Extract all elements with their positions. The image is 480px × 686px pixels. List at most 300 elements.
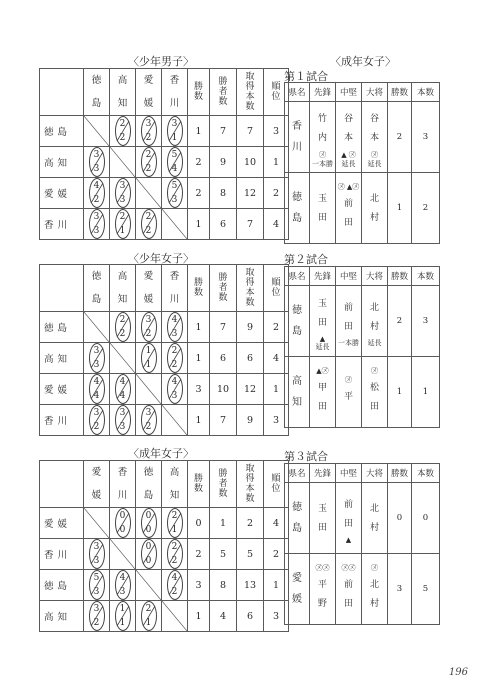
score-fraction [90, 343, 104, 373]
score-top: 3 [93, 542, 100, 552]
score-bottom: 0 [145, 525, 152, 535]
score-top: 2 [119, 315, 126, 325]
match-note: 延長 [341, 159, 356, 168]
match-note: 延長 [315, 342, 330, 351]
row-team-name: 愛媛 [40, 374, 84, 405]
table-row [40, 116, 289, 147]
score-cell [136, 508, 162, 539]
stat-header: 取 得 本 数 [237, 461, 264, 508]
diagonal-line [84, 116, 109, 146]
prefecture-char: 媛 [292, 594, 302, 605]
result-marks: ▲㋱ [316, 366, 329, 375]
score-top: 4 [171, 377, 178, 387]
score-bottom: 2 [171, 556, 178, 566]
player-name [362, 578, 387, 611]
score-top: 0 [145, 542, 152, 552]
round-robin-table [39, 264, 289, 436]
self-cell [110, 343, 136, 374]
stat-header: 勝 数 [188, 265, 210, 312]
win-count: 1 [388, 357, 412, 428]
match-header: 大将 [362, 83, 388, 102]
team-header: 高 知 [110, 265, 136, 312]
player-cell [362, 357, 388, 428]
table-row [40, 405, 289, 436]
match-header: 大将 [362, 464, 388, 483]
score-bottom: 2 [145, 133, 152, 143]
score-fraction [168, 539, 182, 569]
diagonal-line [110, 147, 135, 177]
player-cell [362, 554, 388, 625]
score-cell [136, 601, 162, 632]
score-bottom: 2 [171, 360, 178, 370]
stat-cell: 7 [237, 116, 264, 147]
point-count: 2 [412, 173, 440, 244]
stat-cell: 2 [264, 312, 289, 343]
stat-cell: 3 [188, 570, 210, 601]
stat-cell: 2 [264, 178, 289, 209]
stat-cell: 3 [264, 601, 289, 632]
player-cell [310, 357, 336, 428]
stat-header: 取 得 本 数 [237, 265, 264, 312]
diagonal-line [136, 374, 161, 404]
result-marks: ▲ [345, 535, 352, 544]
prefecture-char: 島 [292, 213, 302, 224]
player-cell [336, 286, 362, 357]
score-cell [110, 570, 136, 601]
score-cell [110, 116, 136, 147]
score-cell [162, 312, 188, 343]
score-cell [136, 116, 162, 147]
score-bottom: 2 [145, 329, 152, 339]
score-bottom: 1 [145, 360, 152, 370]
score-bottom: 2 [145, 164, 152, 174]
score-cell [136, 147, 162, 178]
score-cell [136, 312, 162, 343]
match-header: 中堅 [336, 83, 362, 102]
player-name-char: 本 [369, 132, 379, 143]
match-table [284, 463, 440, 625]
stat-cell: 7 [210, 405, 237, 436]
match-header: 勝数 [388, 83, 412, 102]
adult-women-matches-title: 〈成年女子〉 [330, 55, 396, 68]
score-top: 2 [119, 212, 126, 222]
score-cell [84, 570, 110, 601]
player-name-char: 田 [343, 598, 353, 609]
score-fraction [168, 343, 182, 373]
stat-cell: 4 [264, 343, 289, 374]
score-fraction [168, 374, 182, 404]
self-cell [136, 570, 162, 601]
self-cell [84, 508, 110, 539]
team-header: 愛 媛 [136, 265, 162, 312]
stat-cell: 7 [237, 209, 264, 240]
player-name-char: 田 [343, 321, 353, 332]
score-cell [136, 209, 162, 240]
stat-header: 順 位 [264, 69, 289, 116]
score-fraction [168, 116, 182, 146]
stat-cell: 9 [210, 147, 237, 178]
player-name-char: 北 [369, 193, 379, 204]
player-cell [310, 286, 336, 357]
result-marks: ㋱ [371, 150, 378, 159]
stat-cell: 1 [210, 508, 237, 539]
score-cell [162, 570, 188, 601]
table-row [40, 147, 289, 178]
diagonal-line [162, 601, 187, 631]
prefecture-char: 徳 [292, 502, 302, 513]
team-header: 徳 島 [84, 69, 110, 116]
prefecture-char: 島 [292, 523, 302, 534]
stat-cell: 3 [264, 116, 289, 147]
score-fraction [90, 178, 104, 208]
stat-header: 勝 者 数 [210, 69, 237, 116]
score-top: 5 [171, 181, 178, 191]
stat-header: 勝 者 数 [210, 265, 237, 312]
player-name [336, 301, 361, 334]
player-name [336, 390, 361, 404]
player-cell [336, 554, 362, 625]
match-header: 先鋒 [310, 267, 336, 286]
player-name-char: 玉 [317, 503, 327, 514]
stat-cell: 1 [264, 374, 289, 405]
row-team-name: 香川 [40, 405, 84, 436]
player-name-char: 内 [317, 132, 327, 143]
row-team-name: 香川 [40, 539, 84, 570]
team-header: 徳 島 [84, 265, 110, 312]
player-cell [336, 357, 362, 428]
player-name [336, 112, 361, 145]
stat-cell: 12 [237, 178, 264, 209]
player-name-char: 田 [317, 212, 327, 223]
score-bottom: 2 [119, 329, 126, 339]
score-cell [110, 508, 136, 539]
stat-cell: 7 [210, 312, 237, 343]
corner-cell [40, 69, 84, 116]
stat-cell: 1 [188, 209, 210, 240]
match-note: 延長 [367, 338, 382, 347]
score-bottom: 3 [171, 195, 178, 205]
team-row [285, 554, 440, 625]
player-name-char: 北 [369, 302, 379, 313]
player-name-char: 竹 [317, 113, 327, 124]
point-count: 1 [412, 357, 440, 428]
score-bottom: 1 [119, 618, 126, 628]
score-bottom: 1 [171, 133, 178, 143]
row-team-name: 高知 [40, 343, 84, 374]
prefecture-char: 徳 [292, 305, 302, 316]
score-top: 3 [93, 408, 100, 418]
row-team-name: 高知 [40, 147, 84, 178]
score-cell [110, 601, 136, 632]
player-name-char: 谷 [343, 113, 353, 124]
match-3-label: 第３試合 [284, 450, 328, 463]
stat-cell: 7 [210, 116, 237, 147]
self-cell [84, 116, 110, 147]
score-bottom: 3 [119, 422, 126, 432]
score-cell [84, 147, 110, 178]
score-bottom: 2 [171, 587, 178, 597]
player-name-char: 玉 [317, 298, 327, 309]
score-cell [110, 178, 136, 209]
score-top: 4 [93, 377, 100, 387]
team-header: 香 川 [162, 69, 188, 116]
score-bottom: 1 [171, 525, 178, 535]
player-name-char: 野 [317, 598, 327, 609]
score-fraction [116, 601, 130, 631]
stat-cell: 2 [188, 147, 210, 178]
stat-cell: 4 [210, 601, 237, 632]
match-header: 本数 [412, 464, 440, 483]
score-cell [84, 601, 110, 632]
player-name [310, 297, 335, 330]
score-top: 3 [93, 604, 100, 614]
score-top: 3 [171, 119, 178, 129]
score-top: 3 [145, 315, 152, 325]
player-name-char: 平 [343, 392, 353, 402]
diagonal-line [162, 209, 187, 239]
row-team-name: 徳島 [40, 116, 84, 147]
player-name-char: 甲 [317, 382, 327, 393]
prefecture-name [285, 102, 310, 173]
table-row [40, 343, 289, 374]
player-name-char: 田 [369, 401, 379, 412]
score-cell [84, 405, 110, 436]
player-name [310, 192, 335, 225]
stat-cell: 1 [188, 405, 210, 436]
stat-cell: 2 [237, 508, 264, 539]
score-cell [162, 178, 188, 209]
team-row [285, 102, 440, 173]
match-header: 本数 [412, 267, 440, 286]
score-fraction [168, 508, 182, 538]
stat-cell: 3 [188, 374, 210, 405]
score-fraction [142, 405, 156, 435]
player-cell [310, 173, 336, 244]
match-header: 先鋒 [310, 464, 336, 483]
match-table [284, 82, 440, 244]
score-top: 2 [145, 150, 152, 160]
score-cell [84, 374, 110, 405]
score-top: 2 [145, 604, 152, 614]
player-cell [362, 173, 388, 244]
score-top: 2 [171, 511, 178, 521]
score-top: 3 [145, 408, 152, 418]
score-fraction [116, 405, 130, 435]
match-header: 中堅 [336, 267, 362, 286]
stat-cell: 5 [237, 539, 264, 570]
point-count: 5 [412, 554, 440, 625]
score-fraction [90, 147, 104, 177]
score-fraction [90, 570, 104, 600]
score-cell [162, 508, 188, 539]
player-name [362, 112, 387, 145]
match-header: 中堅 [336, 464, 362, 483]
score-fraction [90, 374, 104, 404]
table-row [40, 374, 289, 405]
player-name-char: 前 [343, 499, 353, 510]
score-cell [84, 343, 110, 374]
player-cell [362, 102, 388, 173]
diagonal-line [136, 570, 161, 600]
player-name-char: 村 [369, 321, 379, 332]
table-row [40, 601, 289, 632]
player-name-char: 北 [369, 503, 379, 514]
team-header: 高 知 [162, 461, 188, 508]
player-name [310, 381, 335, 414]
player-cell [336, 173, 362, 244]
stat-cell: 1 [188, 312, 210, 343]
prefecture-char: 川 [292, 142, 302, 153]
score-bottom: 2 [93, 195, 100, 205]
score-bottom: 3 [171, 391, 178, 401]
diagonal-line [84, 508, 109, 538]
prefecture-name [285, 554, 310, 625]
table-row [40, 508, 289, 539]
player-name [310, 578, 335, 611]
point-count: 3 [412, 102, 440, 173]
score-fraction [90, 209, 104, 239]
result-marks: ㋱ [371, 366, 378, 375]
self-cell [110, 539, 136, 570]
win-count: 1 [388, 173, 412, 244]
team-header: 愛 媛 [84, 461, 110, 508]
score-bottom: 2 [93, 618, 100, 628]
team-header: 徳 島 [136, 461, 162, 508]
prefecture-name [285, 286, 310, 357]
stat-header: 勝 数 [188, 69, 210, 116]
diagonal-line [110, 343, 135, 373]
diagonal-line [136, 178, 161, 208]
score-bottom: 2 [145, 226, 152, 236]
prefecture-char: 知 [292, 397, 302, 408]
girls-title: 〈少年女子〉 [128, 252, 194, 265]
player-cell [310, 554, 336, 625]
score-fraction [142, 539, 156, 569]
player-cell [362, 286, 388, 357]
stat-cell: 5 [210, 539, 237, 570]
stat-cell: 13 [237, 570, 264, 601]
score-bottom: 4 [171, 164, 178, 174]
score-top: 5 [93, 573, 100, 583]
point-count: 0 [412, 483, 440, 554]
player-name-char: 平 [317, 579, 327, 590]
point-count: 3 [412, 286, 440, 357]
corner-cell [40, 461, 84, 508]
result-marks: ㋱㋱ [341, 563, 356, 572]
score-bottom: 3 [93, 556, 100, 566]
player-name-char: 田 [317, 522, 327, 533]
score-top: 1 [119, 604, 126, 614]
score-top: 3 [119, 408, 126, 418]
score-top: 4 [119, 377, 126, 387]
score-fraction [142, 209, 156, 239]
score-fraction [116, 508, 130, 538]
player-name-char: 前 [343, 198, 353, 209]
player-cell [336, 102, 362, 173]
stat-cell: 8 [210, 178, 237, 209]
team-header: 香 川 [162, 265, 188, 312]
score-bottom: 0 [119, 525, 126, 535]
table-row [40, 178, 289, 209]
self-cell [84, 312, 110, 343]
score-cell [110, 405, 136, 436]
match-note: 一本勝 [312, 159, 333, 168]
player-cell [362, 483, 388, 554]
diagonal-line [162, 405, 187, 435]
score-bottom: 3 [119, 195, 126, 205]
player-name-char: 本 [343, 132, 353, 143]
stat-cell: 10 [237, 147, 264, 178]
team-header: 高 知 [110, 69, 136, 116]
prefecture-char: 香 [292, 121, 302, 132]
stat-cell: 8 [210, 570, 237, 601]
adult-women-rr-title: 〈成年女子〉 [128, 447, 194, 460]
player-cell [310, 483, 336, 554]
score-top: 3 [93, 150, 100, 160]
score-bottom: 1 [145, 618, 152, 628]
stat-cell: 6 [237, 343, 264, 374]
score-bottom: 3 [119, 587, 126, 597]
score-top: 4 [171, 573, 178, 583]
stat-cell: 6 [210, 343, 237, 374]
self-cell [110, 147, 136, 178]
score-top: 3 [145, 119, 152, 129]
player-name [336, 578, 361, 611]
score-fraction [142, 508, 156, 538]
score-fraction [142, 116, 156, 146]
score-top: 2 [171, 542, 178, 552]
row-team-name: 高知 [40, 601, 84, 632]
stat-cell: 4 [264, 508, 289, 539]
player-cell [336, 483, 362, 554]
score-fraction [168, 147, 182, 177]
stat-cell: 1 [264, 570, 289, 601]
self-cell [162, 209, 188, 240]
stat-header: 勝 者 数 [210, 461, 237, 508]
player-name-char: 田 [317, 401, 327, 412]
result-marks: ㋱㋱ [315, 563, 330, 572]
stat-cell: 10 [210, 374, 237, 405]
stat-cell: 2 [188, 178, 210, 209]
player-name-char: 村 [369, 598, 379, 609]
score-cell [84, 209, 110, 240]
score-fraction [116, 209, 130, 239]
score-cell [110, 374, 136, 405]
match-header: 本数 [412, 83, 440, 102]
score-top: 3 [93, 212, 100, 222]
win-count: 2 [388, 286, 412, 357]
score-cell [110, 312, 136, 343]
prefecture-char: 島 [292, 326, 302, 337]
score-bottom: 0 [145, 556, 152, 566]
score-bottom: 2 [119, 133, 126, 143]
diagonal-line [84, 312, 109, 342]
player-name-char: 村 [369, 522, 379, 533]
score-fraction [168, 570, 182, 600]
score-cell [162, 539, 188, 570]
score-bottom: 2 [93, 422, 100, 432]
stat-header: 勝 数 [188, 461, 210, 508]
stat-cell: 12 [237, 374, 264, 405]
prefecture-name [285, 483, 310, 554]
score-bottom: 4 [93, 391, 100, 401]
team-row [285, 357, 440, 428]
win-count: 3 [388, 554, 412, 625]
score-fraction [168, 312, 182, 342]
player-name-char: 谷 [369, 113, 379, 124]
diagonal-line [110, 539, 135, 569]
player-name [310, 502, 335, 535]
